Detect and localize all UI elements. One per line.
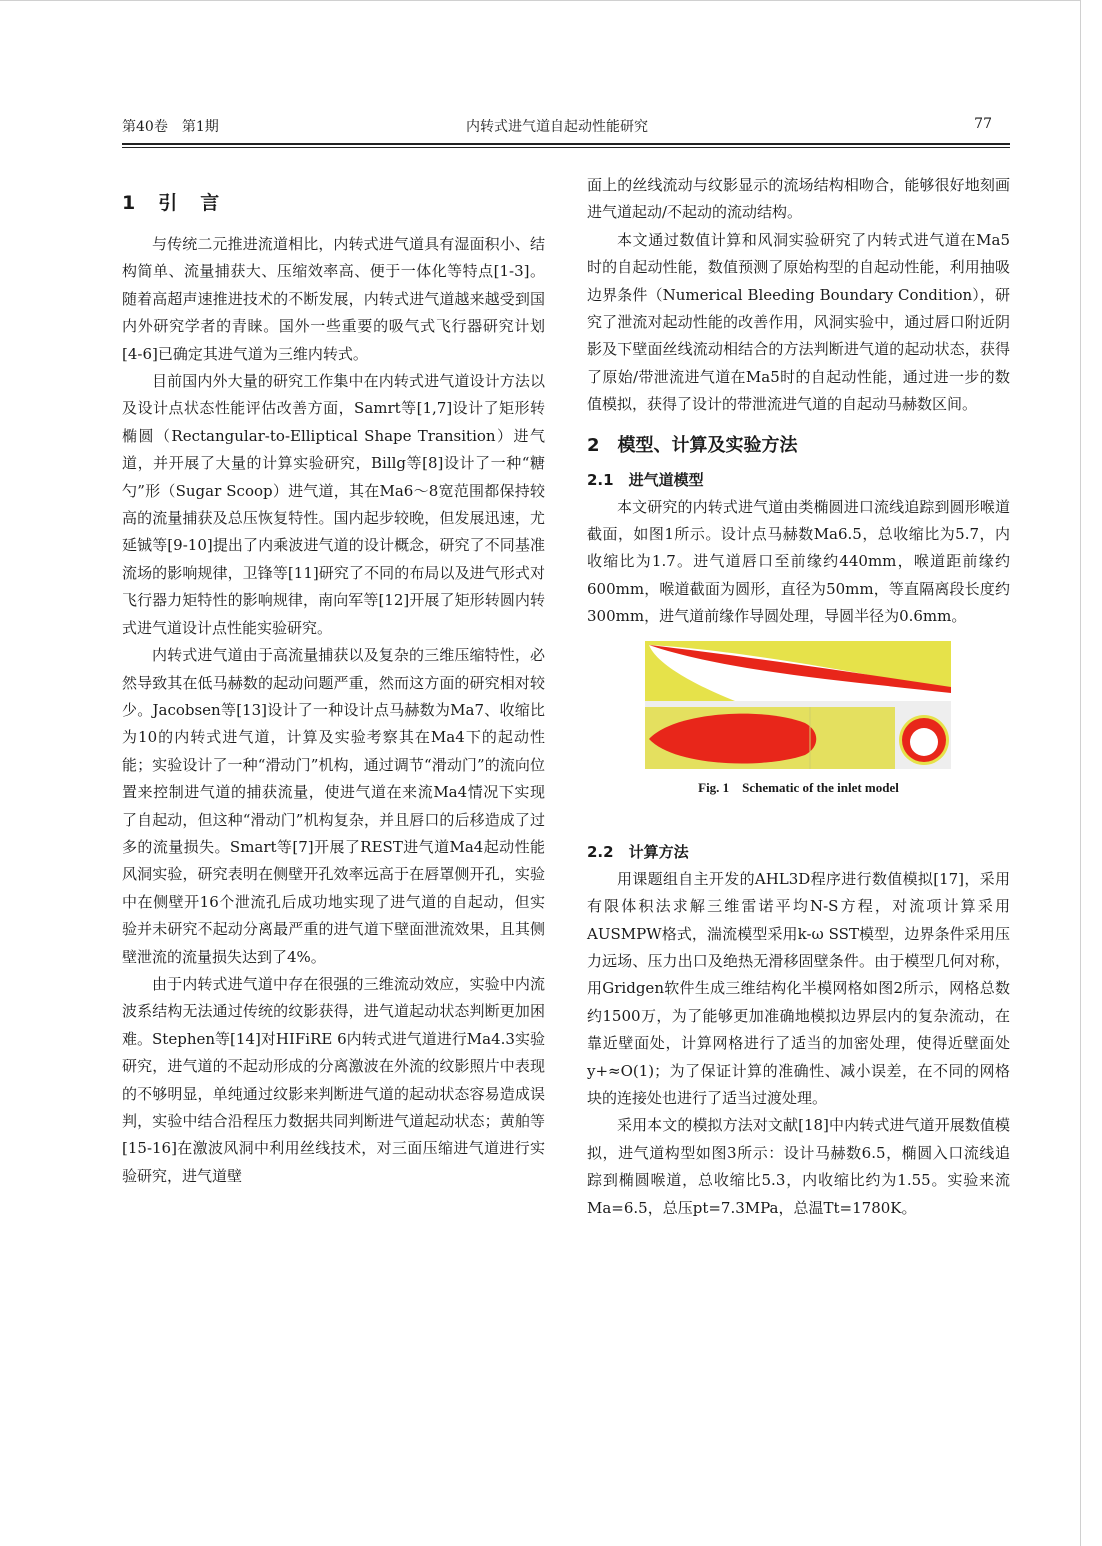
paragraph: 本文研究的内转式进气道由类椭圆进口流线追踪到圆形喉道截面，如图1所示。设计点马赫数Ma6.5，总收缩比为5.7，内收缩比为1.7。进气道唇口至前缘约440mm，喉道距前缘约600mm，喉道截面为圆形，直径为50mm，等直隔离段长度约300mm，进气道前缘作导圆处理，导圆半径为0.6mm。 [587,497,1010,626]
section-1-heading: 1 引 言 [122,192,222,214]
paragraph: 目前国内外大量的研究工作集中在内转式进气道设计方法以及设计点状态性能评估改善方面，Samrt等[1,7]设计了矩形转椭圆（Rectangular-to-Elliptical Shape Transition）进气道，并开展了大量的计算实验研究，Billg等[8]设计了一种“糖勺”形（Sugar Scoop）进气道，其在Ma6～8宽范围都保持较高的流量捕获及总压恢复特性。国内起步较晚，但发展迅速，尤延铖等[9-10]提出了内乘波进气道的设计概念，研究了不同基准流场的影响规律，卫锋等[11]研究了不同的布局以及进气形式对飞行器力矩特性的影响规律，南向军等[12]开展了矩形转圆内转式进气道设计点性能实验研究。 [122,372,545,637]
paragraph: 面上的丝线流动与纹影显示的流场结构相吻合，能够很好地刻画进气道起动/不起动的流动结构。 [587,176,1010,222]
journal-volume: 第40卷 第1期 [122,119,219,135]
header-rule-thick [122,143,1010,145]
running-header [122,116,992,140]
figure-caption: Fig. 1 Schematic of the inlet model [698,779,899,795]
paragraph: 内转式进气道由于高流量捕获以及复杂的三维压缩特性，必然导致其在低马赫数的起动问题严重，然而这方面的研究相对较少。Jacobsen等[13]设计了一种设计点马赫数为Ma7、收缩比为10的内转式进气道，计算及实验考察其在Ma4下的起动性能；实验设计了一种“滑动门”机构，通过调节“滑动门”的流向位置来控制进气道的捕获流量，使进气道在来流Ma4情况下实现了自起动，但这种“滑动门”机构复杂，并且唇口的后移造成了过多的流量损失。Smart等[7]开展了REST进气道Ma4起动性能风洞实验，研究表明在侧壁开孔效率远高于在唇罩侧开孔，实验中在侧壁开16个泄流孔后成功地实现了进气道的自起动，但实验并未研究不起动分离最严重的进气道下壁面泄流效果，且其侧壁泄流的流量损失达到了4%。 [122,646,545,966]
page-number: 77 [974,116,992,132]
header-rule-thin [122,147,1010,148]
paragraph: 与传统二元推进流道相比，内转式进气道具有湿面积小、结构简单、流量捕获大、压缩效率高、便于一体化等特点[1-3]。随着高超声速推进技术的不断发展，内转式进气道越来越受到国内外研究学者的青睐。国外一些重要的吸气式飞行器研究计划[4-6]已确定其进气道为三维内转式。 [122,235,545,363]
paragraph: 由于内转式进气道中存在很强的三维流动效应，实验中内流波系结构无法通过传统的纹影获得，进气道起动状态判断更加困难。Stephen等[14]对HIFiRE 6内转式进气道进行Ma4.3实验研究，进气道的不起动形成的分离激波在外流的纹影照片中表现的不够明显，单纯通过纹影来判断进气道的起动状态容易造成误判，实验中结合沿程压力数据共同判断进气道起动状态；黄舶等[15-16]在激波风洞中利用丝线技术，对三面压缩进气道进行实验研究，进气道壁 [122,974,545,1185]
section-2-heading: 2 模型、计算及实验方法 [587,434,798,456]
running-title: 内转式进气道自起动性能研究 [466,119,648,135]
figure-1 [587,641,1010,831]
inlet-cross-section-image [897,707,951,769]
paragraph: 用课题组自主开发的AHL3D程序进行数值模拟[17]，采用有限体积法求解三维雷诺平均N-S方程，对流项计算采用AUSMPW格式，湍流模型采用k-ω SST模型，边界条件采用压力远场、压力出口及绝热无滑移固壁条件。由于模型几何对称，用Gridgen软件生成三维结构化半模网格如图2所示，网格总数约1500万，为了能够更加准确地模拟边界层内的复杂流动，在靠近壁面处，计算网格进行了适当的加密处理，使得近壁面处y+≈O(1)；为了保证计算的准确性、减小误差，在不同的网格块的连接处也进行了适当过渡处理。 [587,869,1010,1107]
page-edge-top [0,0,1080,1]
section-2-1-heading: 2.1 进气道模型 [587,470,704,489]
page-edge-right [1080,0,1081,1546]
paragraph: 采用本文的模拟方法对文献[18]中内转式进气道开展数值模拟，进气道构型如图3所示：设计马赫数6.5，椭圆入口流线追踪到椭圆喉道，总收缩比5.3，内收缩比约为1.55。实验来流Ma=6.5，总压pt=7.3MPa，总温Tt=1780K。 [587,1116,1010,1217]
left-column [122,180,545,1190]
paragraph: 本文通过数值计算和风洞实验研究了内转式进气道在Ma5时的自起动性能，数值预测了原始构型的自起动性能，利用抽吸边界条件（Numerical Bleeding Boundary Condition），研究了泄流对起动性能的改善作用，风洞实验中，通过唇口附近阴影及下壁面丝线流动相结合的方法判断进气道的起动状态，获得了原始/带泄流进气道在Ma5时的自起动性能，通过进一步的数值模拟，获得了设计的带泄流进气道的自起动马赫数区间。 [587,230,1010,414]
section-2-2-heading: 2.2 计算方法 [587,842,689,861]
right-column [587,172,1010,1222]
